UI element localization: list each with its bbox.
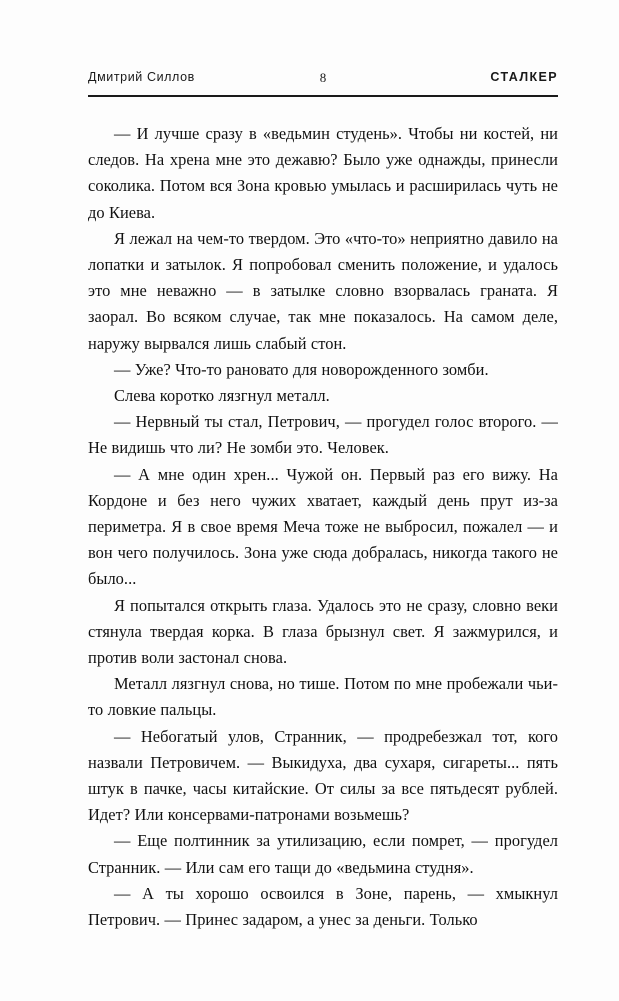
paragraph: Я лежал на чем-то твердом. Это «что-то» неприятно давило на лопатки и затылок. Я попробовал сменить положение, и удалось это мне неважно — в затылке словно взорвалась граната. Я заорал. Во всяком случае, так мне показалось. На самом деле, наружу вырвался лишь слабый стон. (88, 228, 558, 353)
running-head-author: Дмитрий Силлов (88, 70, 195, 84)
page-content (88, 70, 558, 933)
header-rule (88, 95, 558, 97)
paragraph: — Еще полтинник за утилизацию, если помрет, — прогудел Странник. — Или сам его тащи до «ведьмина студня». (88, 831, 558, 877)
paragraph: — А мне один хрен... Чужой он. Первый раз его вижу. На Кордоне и без него чужих хватает, каждый день прут из-за периметра. Я в свое время Меча тоже не выбросил, пожалел — и вон чего получилось. Зона уже сюда добралась, никогда такого не было... (88, 464, 558, 589)
paragraph: — Небогатый улов, Странник, — продребезжал тот, кого назвали Петровичем. — Выкидуха, два сухаря, сигареты... пять штук в пачке, часы китайские. От силы за все пятьдесят рублей. Идет? Или консервами-патронами возьмешь? (88, 726, 558, 825)
body-text (88, 121, 558, 933)
paragraph: — Уже? Что-то рановато для новорожденного зомби. (114, 359, 489, 379)
paragraph: Металл лязгнул снова, но тише. Потом по мне пробежали чьи-то ловкие пальцы. (88, 674, 558, 720)
running-head (88, 70, 558, 92)
paragraph: — А ты хорошо освоился в Зоне, парень, — хмыкнул Петрович. — Принес задаром, а унес за деньги. Только (88, 883, 558, 930)
paragraph: — Нервный ты стал, Петрович, — прогудел голос второго. — Не видишь что ли? Не зомби это. Человек. (88, 412, 558, 458)
running-head-title: СТАЛКЕР (490, 70, 558, 84)
paragraph: Я попытался открыть глаза. Удалось это не сразу, словно веки стянула твердая корка. В глаза брызнул свет. Я зажмурился, и против воли застонал снова. (88, 595, 558, 668)
page-number: 8 (319, 70, 327, 85)
paragraph: Слева коротко лязгнул металл. (114, 386, 330, 406)
paragraph: — И лучше сразу в «ведьмин студень». Чтобы ни костей, ни следов. На хрена мне это дежавю? Было уже однажды, принесли соколика. Потом вся Зона кровью умылась и расширилась чуть не до Киева. (88, 124, 558, 222)
